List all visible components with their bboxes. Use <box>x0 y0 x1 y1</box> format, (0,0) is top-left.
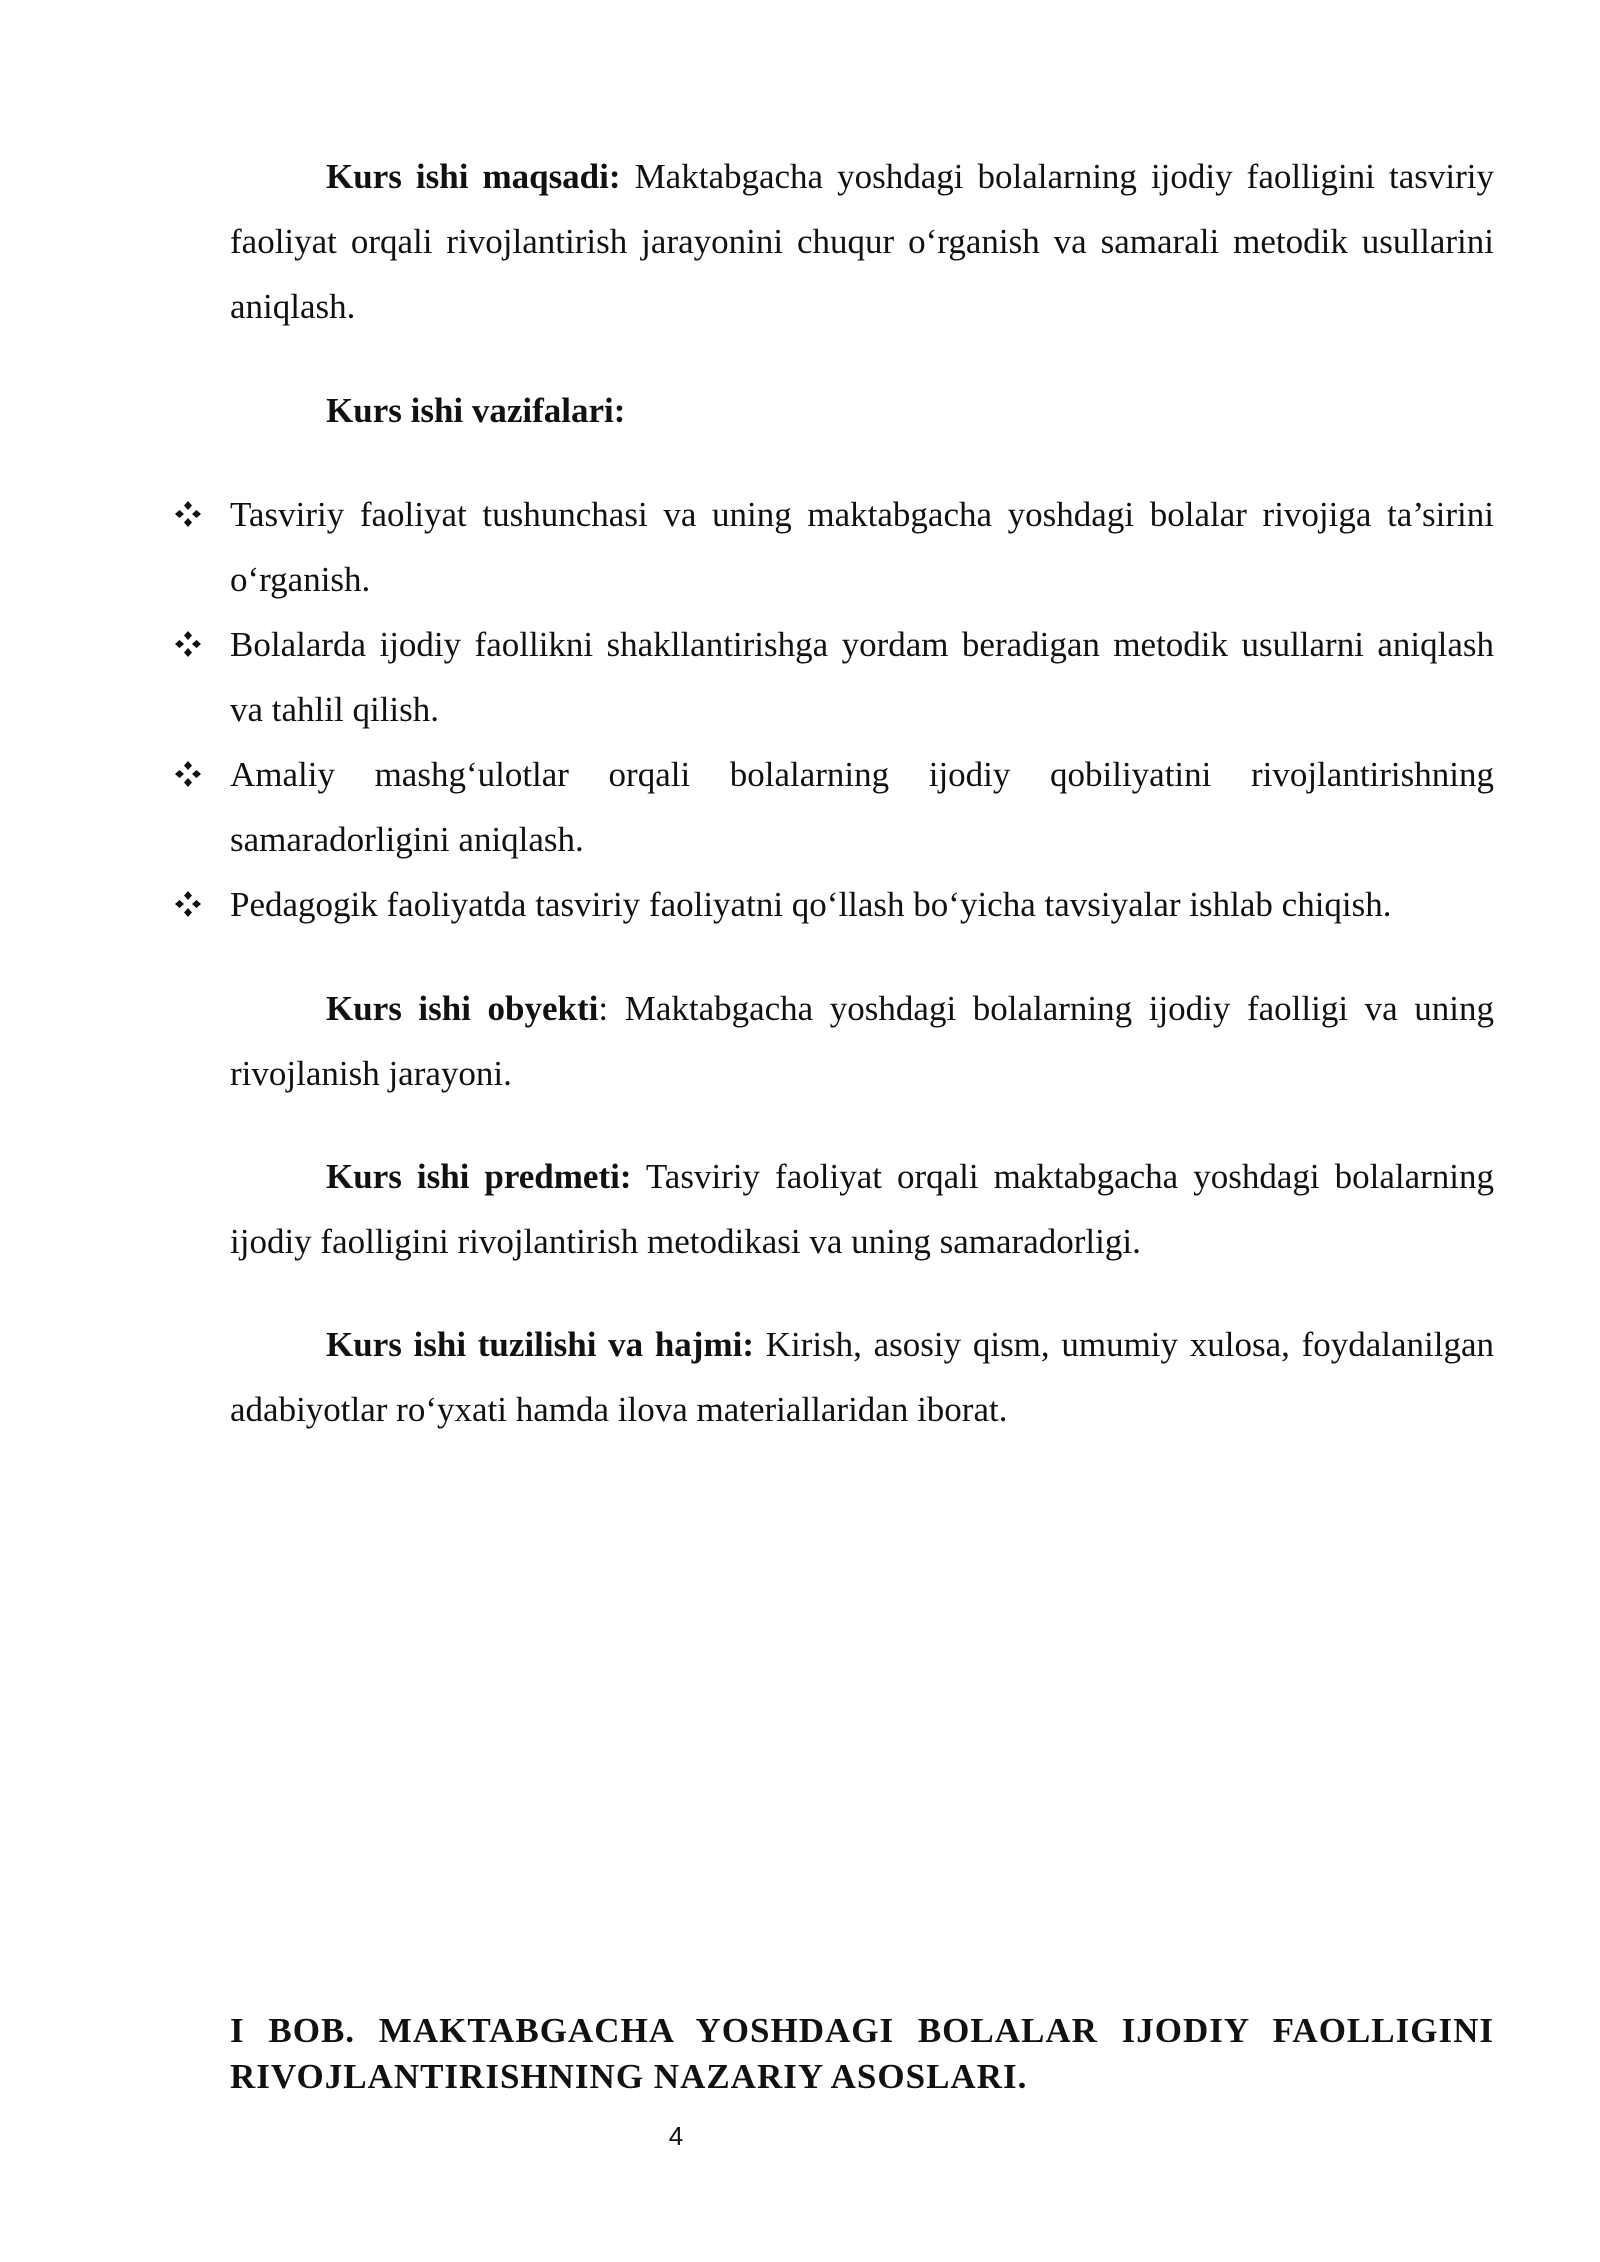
task-item-1 <box>0 482 1494 612</box>
task-text-3: Amaliy mashg‘ulotlar orqali bolalarning ijodiy qobiliyatini rivojlantirishning samaradorligini aniqlash. <box>230 755 1494 859</box>
task-text-1: Tasviriy faoliyat tushunchasi va uning maktabgacha yoshdagi bolalar rivojiga ta’sirini o‘rganish. <box>230 495 1494 599</box>
task-text-4: Pedagogik faoliyatda tasviriy faoliyatni qo‘llash bo‘yicha tavsiyalar ishlab chiqish. <box>230 885 1392 924</box>
task-item-2 <box>0 612 1494 742</box>
goal-text: Maktabgacha yoshdagi bolalarning ijodiy faolligini tasviriy faoliyat orqali rivojlantirish jarayonini chuqur o‘rganish va samarali metodik usullarini aniqlash. <box>230 157 1494 326</box>
page-number: 4 <box>668 2121 684 2151</box>
object-label: Kurs ishi obyekti <box>326 989 599 1028</box>
object-text: : Maktabgacha yoshdagi bolalarning ijodiy faolligi va uning rivojlanish jarayoni. <box>230 989 1494 1093</box>
structure-label: Kurs ishi tuzilishi va hajmi: <box>326 1325 754 1364</box>
task-item-4 <box>0 872 1494 937</box>
chapter-title: I BOB. MAKTABGACHA YOSHDAGI BOLALAR IJODIY FAOLLIGINI RIVOJLANTIRISHNING NAZARIY ASOSLARI. <box>230 2011 1494 2096</box>
object-paragraph <box>230 976 1494 1106</box>
task-item-3 <box>0 742 1494 872</box>
structure-paragraph <box>230 1312 1494 1442</box>
diamond-bullet-icon <box>174 612 204 677</box>
goal-paragraph <box>230 144 1494 339</box>
subject-text: Tasviriy faoliyat orqali maktabgacha yoshdagi bolalarning ijodiy faolligini rivojlantirish metodikasi va uning samaradorligi. <box>230 1157 1494 1261</box>
diamond-bullet-icon <box>174 872 204 937</box>
subject-paragraph <box>230 1144 1494 1274</box>
structure-text: Kirish, asosiy qism, umumiy xulosa, foydalanilgan adabiyotlar ro‘yxati hamda ilova materiallaridan iborat. <box>230 1325 1494 1429</box>
task-text-2: Bolalarda ijodiy faollikni shakllantirishga yordam beradigan metodik usullarni aniqlash va tahlil qilish. <box>230 625 1494 729</box>
tasks-list <box>0 482 1600 937</box>
diamond-bullet-icon <box>174 482 204 547</box>
tasks-heading: Kurs ishi vazifalari: <box>326 391 626 430</box>
subject-label: Kurs ishi predmeti: <box>326 1157 632 1196</box>
goal-label: Kurs ishi maqsadi: <box>326 157 621 196</box>
diamond-bullet-icon <box>174 742 204 807</box>
